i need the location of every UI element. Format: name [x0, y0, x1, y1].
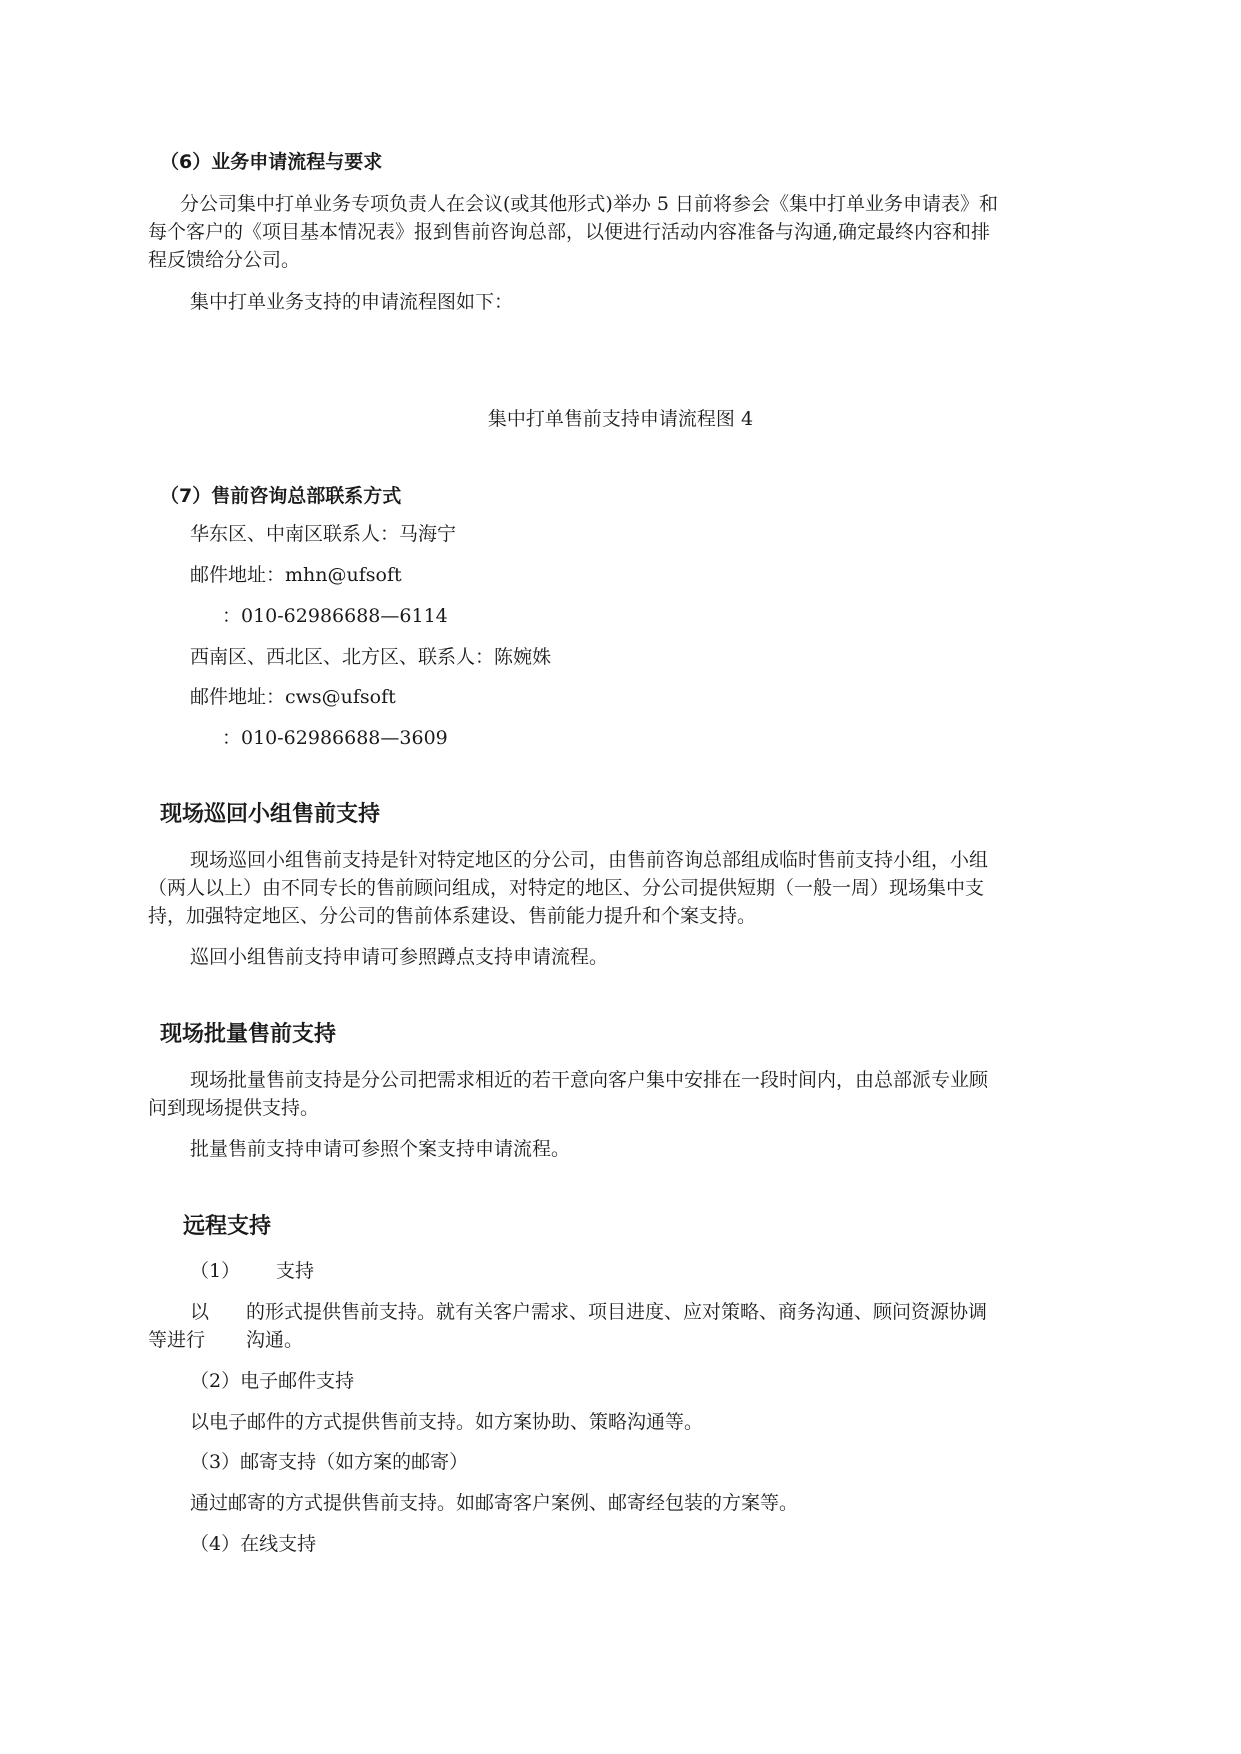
remote-item2: （2）电子邮件支持 — [190, 1370, 355, 1392]
remote-item1-text-a: 以 — [190, 1301, 210, 1323]
section6-para1-line3: 程反馈给分公司。 — [148, 249, 301, 271]
remote-item1-text-c: 等进行 — [148, 1329, 206, 1351]
patrol-para1-line3: 持，加强特定地区、分公司的售前体系建设、售前能力提升和个案支持。 — [148, 905, 757, 927]
contact2-phone: ：010-62986688—3609 — [222, 727, 448, 749]
batch-heading: 现场批量售前支持 — [160, 1022, 337, 1047]
section6-para1-line2: 每个客户的《项目基本情况表》报到售前咨询总部，以便进行活动内容准备与沟通,确定最终内容和排 — [148, 221, 991, 243]
figure-caption: 集中打单售前支持申请流程图 4 — [487, 408, 754, 430]
batch-para1-line1: 现场批量售前支持是分公司把需求相近的若干意向客户集中安排在一段时间内，由总部派专业顾 — [190, 1069, 989, 1091]
remote-item1-text-d: 沟通。 — [246, 1329, 304, 1351]
batch-para2: 批量售前支持申请可参照个案支持申请流程。 — [190, 1138, 571, 1160]
remote-heading: 远程支持 — [183, 1214, 272, 1239]
remote-item3-text: 通过邮寄的方式提供售前支持。如邮寄客户案例、邮寄经包装的方案等。 — [190, 1492, 799, 1514]
contact1-line: 华东区、中南区联系人：马海宁 — [190, 523, 457, 545]
contact2-email: 邮件地址：cws@ufsoft — [190, 686, 396, 708]
remote-item3: （3）邮寄支持（如方案的邮寄） — [190, 1451, 469, 1473]
remote-item2-text: 以电子邮件的方式提供售前支持。如方案协助、策略沟通等。 — [190, 1411, 704, 1433]
patrol-heading: 现场巡回小组售前支持 — [160, 802, 381, 827]
remote-item4: （4）在线支持 — [190, 1533, 317, 1555]
remote-item1-label: 支持 — [276, 1260, 315, 1282]
patrol-para1-line2: （两人以上）由不同专长的售前顾问组成，对特定的地区、分公司提供短期（一般一周）现场集中支 — [148, 877, 985, 899]
patrol-para1-line1: 现场巡回小组售前支持是针对特定地区的分公司，由售前咨询总部组成临时售前支持小组，小组 — [190, 849, 989, 871]
remote-item1-num: （1） — [190, 1260, 241, 1282]
contact2-line: 西南区、西北区、北方区、联系人：陈婉姝 — [190, 646, 552, 668]
section6-heading: （6）业务申请流程与要求 — [160, 151, 383, 173]
patrol-para2: 巡回小组售前支持申请可参照蹲点支持申请流程。 — [190, 946, 609, 968]
section6-para2: 集中打单业务支持的申请流程图如下： — [190, 291, 514, 313]
remote-item1-text-b: 的形式提供售前支持。就有关客户需求、项目进度、应对策略、商务沟通、顾问资源协调 — [246, 1301, 988, 1323]
contact1-phone: ：010-62986688—6114 — [222, 605, 448, 627]
section7-heading: （7）售前咨询总部联系方式 — [160, 485, 402, 507]
section6-para1-line1: 分公司集中打单业务专项负责人在会议(或其他形式)举办 5 日前将参会《集中打单业务申请表》和 — [180, 193, 998, 215]
batch-para1-line2: 问到现场提供支持。 — [148, 1097, 320, 1119]
contact1-email: 邮件地址：mhn@ufsoft — [190, 564, 402, 586]
